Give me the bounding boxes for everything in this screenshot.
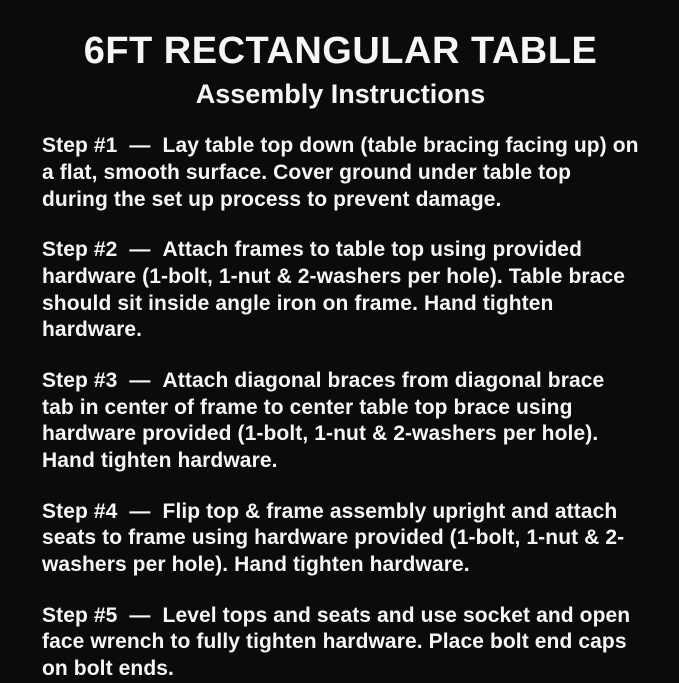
step-1-body: Lay table top down (table bracing facing up) on a flat, smooth surface. Cover ground under table top during the set up process to prevent damage.	[42, 134, 639, 211]
step-5	[42, 603, 639, 683]
step-3-body: Attach diagonal braces from diagonal brace tab in center of frame to center table top brace using hardware provided (1-bolt, 1-nut & 2-washers per hole). Hand tighten hardware.	[42, 368, 605, 472]
step-4-dash: —	[129, 499, 151, 523]
step-2-body: Attach frames to table top using provided hardware (1-bolt, 1-nut & 2-washers per hole). Table brace should sit inside angle iron on frame. Hand tighten hardware.	[42, 238, 626, 342]
step-3	[42, 368, 639, 475]
step-5-dash: —	[129, 603, 151, 627]
step-4-label: Step #4	[42, 499, 118, 523]
step-1-dash: —	[129, 134, 151, 158]
step-5-label: Step #5	[42, 603, 118, 627]
page-title: 6FT RECTANGULAR TABLE	[83, 30, 598, 72]
step-3-dash: —	[129, 368, 151, 392]
step-2	[42, 237, 639, 344]
card-header	[42, 30, 639, 109]
step-1	[42, 133, 639, 213]
step-4	[42, 499, 639, 579]
step-2-label: Step #2	[42, 238, 118, 262]
step-3-label: Step #3	[42, 368, 118, 392]
page-subtitle: Assembly Instructions	[195, 78, 486, 109]
step-5-body: Level tops and seats and use socket and open face wrench to fully tighten hardware. Place bolt end caps on bolt ends.	[42, 603, 631, 680]
steps-list	[42, 133, 639, 682]
step-2-dash: —	[129, 238, 151, 262]
step-4-body: Flip top & frame assembly upright and attach seats to frame using hardware provided (1-bolt, 1-nut & 2-washers per hole). Hand tighten hardware.	[42, 499, 625, 576]
step-1-label: Step #1	[42, 134, 118, 158]
